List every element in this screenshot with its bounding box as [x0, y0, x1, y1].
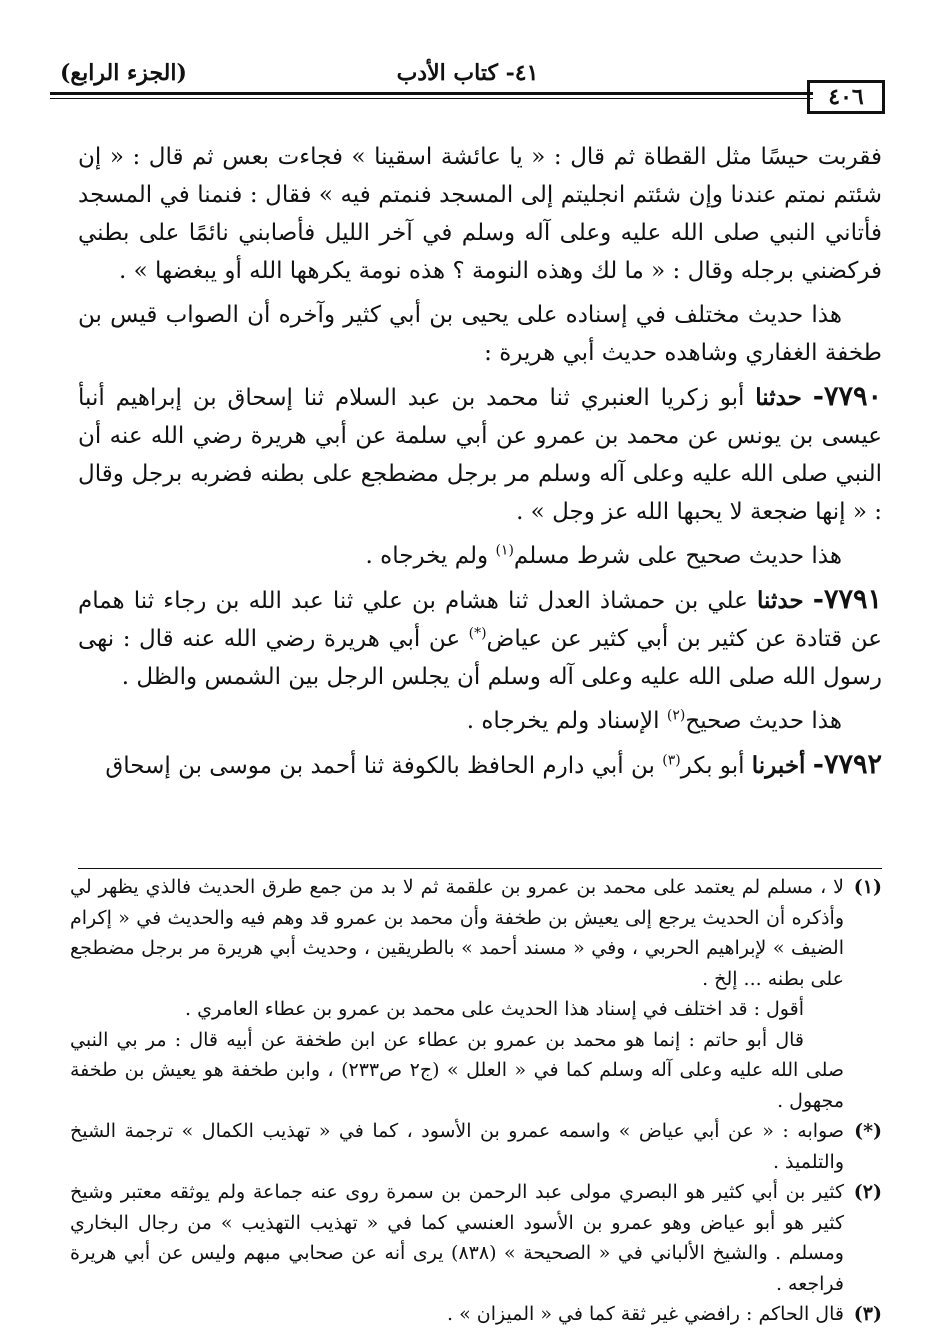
hadith-grade	[78, 537, 882, 575]
narration-keyword: حدثنا	[755, 384, 802, 411]
footnote-number: (٣)	[853, 1303, 882, 1325]
hadith-text: علي بن حمشاذ العدل ثنا هشام بن علي ثنا عبد الله بن رجاء ثنا همام عن قتادة عن كثير بن أبي كثير عن عياض	[78, 588, 883, 652]
grade-text-end: ولم يخرجاه .	[365, 543, 489, 569]
footnote-ref: (٣)	[662, 752, 681, 769]
hadith-7790	[78, 378, 882, 531]
hadith-text-cont: بن أبي دارم الحافظ بالكوفة ثنا أحمد بن موسى بن إسحاق	[105, 753, 655, 779]
header-rule-thin	[50, 98, 813, 99]
footnote-1-para-2: أقول : قد اختلف في إسناد هذا الحديث على محمد بن عمرو بن عطاء العامري .	[185, 998, 804, 1020]
footnote-text: لا ، مسلم لم يعتمد على محمد بن عمرو بن علقمة ثم لا بد من جمع طرق الحديث فالذي يظهر لي وأذكره أن الحديث يرجع إلى يعيش بن طخفة وأن محمد بن عمرو قد وهم فيه والحديث في « إكرام الضيف » لإبراهيم الحربي ، وفي « مسند أحمد » بالطريقين ، وحديث أبي هريرة مر برجل مضطجع على بطنه ... إلخ .	[70, 876, 844, 990]
chapter-title: ٤١- كتاب الأدب	[396, 60, 539, 86]
hadith-text: أبو بكر	[680, 753, 745, 779]
hadith-number: ٧٧٩١-	[812, 584, 882, 615]
grade-text: هذا حديث صحيح على شرط مسلم	[513, 543, 842, 569]
main-text	[78, 138, 882, 791]
footnote-1-para-3: قال أبو حاتم : إنما هو محمد بن عمرو بن عطاء عن ابن طخفة عن أبيه قال : مر بي النبي صلى الله عليه وعلى آله وسلم كما في « العلل » (ج٢ ص٢٣٣) ، وابن طخفة هو يعيش بن طخفة مجهول .	[70, 1028, 844, 1112]
volume-label: (الجزء الرابع)	[60, 60, 187, 86]
footnote-ref: (٢)	[666, 707, 686, 724]
footnotes	[70, 872, 882, 1330]
hadith-grade	[78, 702, 882, 740]
header-rule-thick	[50, 92, 813, 95]
footnote-2	[70, 1177, 882, 1299]
footnote-separator	[78, 868, 882, 869]
paragraph-continuation: فقربت حيسًا مثل القطاة ثم قال : « يا عائشة اسقينا » فجاءت بعس ثم قال : « إن شئتم نمتم عندنا وإن شئتم انجليتم إلى المسجد فنمتم فيه » فقال : فنمنا في المسجد فأتاني النبي صلى الله عليه وعلى آله وسلم في آخر الليل فأصابني نائمًا على بطني فركضني برجله وقال : « ما لك وهذه النومة ؟ هذه نومة يكرهها الله أو يبغضها » .	[78, 144, 882, 284]
hadith-number: ٧٧٩٢-	[812, 749, 882, 780]
footnote-text: صوابه : « عن أبي عياض » واسمه عمرو بن الأسود ، كما في « تهذيب الكمال » ترجمة الشيخ والتلميذ .	[70, 1120, 844, 1173]
footnote-number: (٢)	[853, 1181, 882, 1203]
footnote-text: قال الحاكم : رافضي غير ثقة كما في « الميزان » .	[447, 1303, 844, 1325]
footnote-star	[70, 1116, 882, 1177]
hadith-text-cont: عن أبي هريرة رضي الله عنه قال : نهى رسول الله صلى الله عليه وعلى آله وسلم أن يجلس الرجل بين الشمس والظل .	[78, 626, 882, 690]
commentary-paragraph: هذا حديث مختلف في إسناده على يحيى بن أبي كثير وآخره أن الصواب قيس بن طخفة الغفاري وشاهده حديث أبي هريرة :	[78, 302, 882, 366]
hadith-text: أبو زكريا العنبري ثنا محمد بن عبد السلام ثنا إسحاق بن إبراهيم أنبأ عيسى بن يونس عن محمد بن عمرو عن أبي سلمة عن أبي هريرة رضي الله عنه أن النبي صلى الله عليه وعلى آله وسلم مر برجل مضطجع على بطنه فضربه برجل وقال : « إنها ضجعة لا يحبها الله عز وجل » .	[78, 385, 882, 525]
footnote-ref: (*)	[468, 625, 487, 642]
page-number: ٤٠٦	[828, 84, 864, 110]
footnote-1	[70, 872, 882, 994]
narration-keyword: حدثنا	[757, 587, 804, 614]
hadith-7791	[78, 581, 882, 696]
hadith-7792	[78, 746, 882, 785]
footnote-number: (١)	[853, 876, 882, 898]
page-header	[50, 60, 885, 110]
footnote-text: كثير بن أبي كثير هو البصري مولى عبد الرحمن بن سمرة روى عنه جماعة ولم يوثقه معتبر وشيخ كثير هو أبو عياض وهو عمرو بن الأسود العنسي كما في « تهذيب التهذيب » من رجال البخاري ومسلم . والشيخ الألباني في « الصحيحة » (٨٣٨) يرى أنه عن صحابي مبهم وليس عن أبي هريرة فراجعه .	[70, 1181, 844, 1295]
footnote-3	[70, 1299, 882, 1330]
narration-keyword: أخبرنا	[751, 752, 806, 779]
hadith-number: ٧٧٩٠-	[812, 381, 882, 412]
grade-text: هذا حديث صحيح	[685, 708, 842, 734]
grade-text-end: الإسناد ولم يخرجاه .	[466, 708, 660, 734]
footnote-ref: (١)	[495, 542, 514, 559]
footnote-number: (*)	[854, 1120, 882, 1142]
